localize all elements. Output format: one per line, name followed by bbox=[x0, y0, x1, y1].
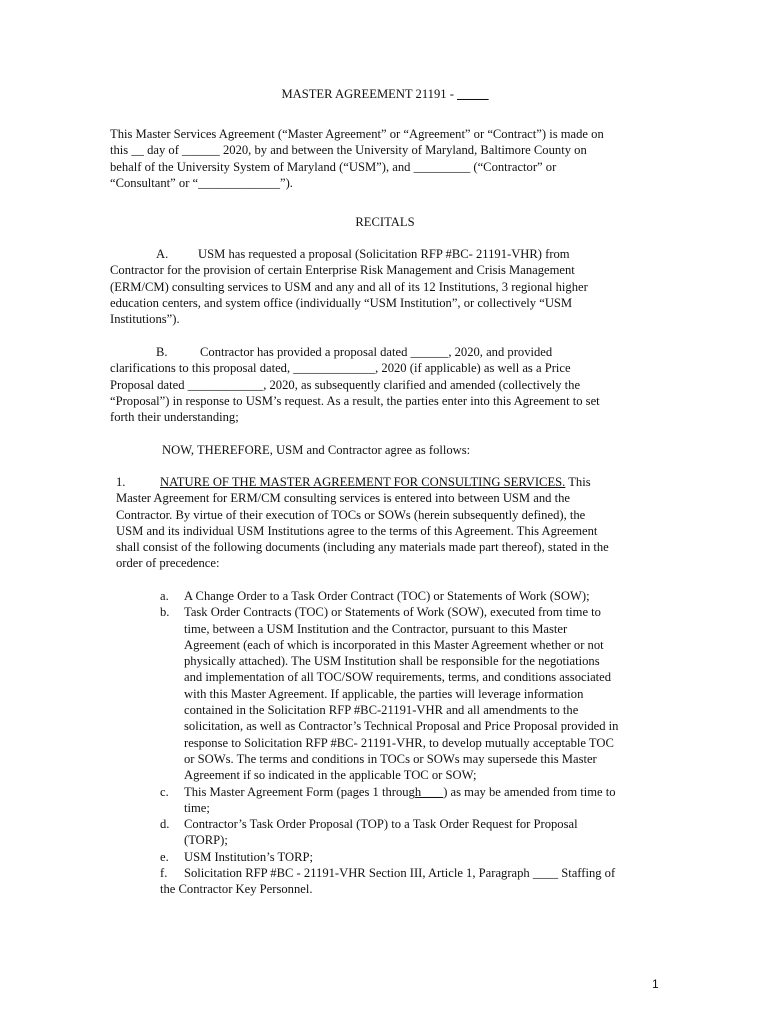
text-line: Contractor. By virtue of their execution of TOCs or SOWs (herein subsequently defined), the bbox=[116, 507, 586, 522]
text-line: education centers, and system office (individually “USM Institution”, or collectively “USM bbox=[110, 295, 573, 310]
text-line: order of precedence: bbox=[116, 556, 220, 571]
list-item: c. This Master Agreement Form (pages 1 through ___) as may be amended from time to time; bbox=[160, 784, 616, 815]
text-line: Proposal dated ____________, 2020, as subsequently clarified and amended (collectively the bbox=[110, 377, 581, 392]
text-line: Institutions”). bbox=[110, 312, 180, 327]
list-item: b. Task Order Contracts (TOC) or Statements of Work (SOW), executed from time to time, between a USM Institution and the Contractor, pursuant to this Master Agreement (each of which is incorporated in this Master Agreement whether or not physically attached). The USM Institution shall be responsible for the negotiations and implementation of all TOC/SOW requirements, terms, and conditions associated with this Master Agreement. If applicable, the parties will leverage information contained in the Solicitation RFP #BC-21191-VHR and all amendments to the solicitation, as well as Contractor’s Technical Proposal and Price Proposal provided in response to Solicitation RFP #BC- 21191-VHR, to develop mutually acceptable TOC or SOWs. The terms and conditions in TOCs or SOWs may supersede this Master Agreement if so indicated in the applicable TOC or SOW; bbox=[160, 605, 619, 783]
now-therefore: NOW, THEREFORE, USM and Contractor agree as follows: bbox=[162, 443, 471, 457]
list-item: e. USM Institution’s TORP; bbox=[160, 849, 314, 864]
agreement-title: MASTER AGREEMENT 21191 - _____ bbox=[281, 87, 489, 101]
section-1: 1. NATURE OF THE MASTER AGREEMENT FOR CONSULTING SERVICES. This Master Agreement for ERM/CM consulting services is entered into between USM and the Contractor. By virtue of their execution of TOCs or SOWs (herein subsequently defined), the USM and its individual USM Institutions agree to the terms of this Agreement. This Agreement shall consist of the following documents (including any materials made part thereof), stated in the order of precedence: bbox=[116, 474, 656, 572]
section-1-number: 1. bbox=[116, 475, 126, 489]
intro-paragraph bbox=[110, 126, 662, 191]
text-line: This Master Services Agreement (“Master Agreement” or “Agreement” or “Contract”) is made on bbox=[110, 127, 604, 141]
text-line: “Consultant” or “_____________”). bbox=[110, 175, 293, 190]
recital-b: B. Contractor has provided a proposal dated ______, 2020, and provided clarifications to this proposal dated, _____________, 2020 (if applicable) as well as a Price Proposal dated ____________, 2020, as subsequently clarified and amended (collectively the “Proposal”) in response to USM’s request. As a result, the parties enter into this Agreement to set forth their understanding; bbox=[110, 344, 662, 425]
text-line: USM and its individual USM Institutions agree to the terms of this Agreement. This Agreement bbox=[116, 523, 598, 538]
list-item: d. Contractor’s Task Order Proposal (TOP) to a Task Order Request for Proposal (TORP); bbox=[160, 817, 578, 848]
text-line: shall consist of the following documents (including any materials made part thereof), stated in the bbox=[116, 540, 609, 555]
section-1-heading: NATURE OF THE MASTER AGREEMENT FOR CONSULTING SERVICES. bbox=[160, 475, 566, 489]
text-line: forth their understanding; bbox=[110, 410, 239, 425]
text-line: this __ day of ______ 2020, by and between the University of Maryland, Baltimore County on bbox=[110, 143, 587, 158]
text-line: Contractor for the provision of certain Enterprise Risk Management and Crisis Management bbox=[110, 263, 575, 278]
text-line: behalf of the University System of Maryland (“USM”), and _________ (“Contractor” or bbox=[110, 159, 557, 174]
text-line: (ERM/CM) consulting services to USM and any and all of its 12 Institutions, 3 regional higher bbox=[110, 279, 588, 294]
recitals-heading: RECITALS bbox=[355, 215, 415, 229]
recital-a-label: A. bbox=[156, 247, 169, 261]
recital-a: A. USM has requested a proposal (Solicitation RFP #BC- 21191-VHR) from Contractor for the provision of certain Enterprise Risk Management and Crisis Management (ERM/CM) consulting services to USM and any and all of its 12 Institutions, 3 regional higher education centers, and system office (individually “USM Institution”, or collectively “USM Institutions”). bbox=[110, 246, 662, 327]
text-line: Master Agreement for ERM/CM consulting services is entered into between USM and the bbox=[116, 491, 570, 506]
list-item: a. A Change Order to a Task Order Contract (TOC) or Statements of Work (SOW); bbox=[160, 589, 590, 603]
text-line: “Proposal”) in response to USM’s request. As a result, the parties enter into this Agreement to set bbox=[110, 393, 600, 408]
recital-b-label: B. bbox=[156, 345, 168, 359]
text-line: clarifications to this proposal dated, _____________, 2020 (if applicable) as well as a Price bbox=[110, 361, 571, 376]
list-item: f. Solicitation RFP #BC - 21191-VHR Section III, Article 1, Paragraph ____ Staffing of the Contractor Key Personnel. bbox=[160, 866, 616, 897]
precedence-list bbox=[160, 588, 670, 898]
page-number: 1 bbox=[652, 977, 659, 991]
